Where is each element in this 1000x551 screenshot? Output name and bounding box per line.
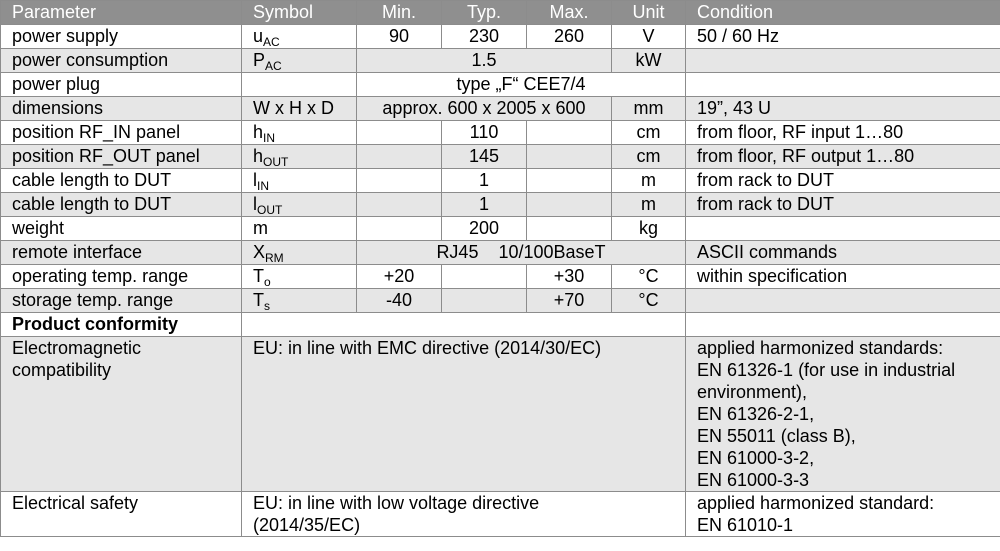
condition-line: EN 61000-3-2, (697, 448, 815, 468)
symbol-cell (242, 193, 357, 217)
table-row-power-consumption (1, 49, 1000, 73)
symbol-text: l (253, 194, 257, 214)
typ-cell: 1 (442, 169, 527, 193)
max-cell: +30 (527, 265, 612, 289)
symbol-cell (242, 145, 357, 169)
condition-line: applied harmonized standards: (697, 338, 944, 358)
condition-cell: 50 / 60 Hz (686, 25, 1000, 49)
symbol-cell (242, 265, 357, 289)
symbol-cell (242, 121, 357, 145)
symbol-subscript: IN (263, 131, 276, 145)
condition-cell: from rack to DUT (686, 169, 1000, 193)
symbol-cell (242, 49, 357, 73)
condition-line: EN 61000-3-3 (697, 470, 810, 490)
condition-line: applied harmonized standard: (697, 493, 935, 513)
value-cell (242, 313, 686, 337)
typ-cell: 110 (442, 121, 527, 145)
max-cell: +70 (527, 289, 612, 313)
min-cell (357, 217, 442, 241)
table-row-emc (1, 337, 1000, 492)
table-row-rf-in (1, 121, 1000, 145)
unit-cell: °C (612, 289, 686, 313)
param-cell (1, 337, 242, 492)
max-cell (527, 217, 612, 241)
table-row-electrical-safety (1, 492, 1000, 537)
condition-line: EN 61326-2-1, (697, 404, 815, 424)
typ-cell: 145 (442, 145, 527, 169)
unit-cell: cm (612, 145, 686, 169)
condition-cell: 19”, 43 U (686, 97, 1000, 121)
condition-line: EN 55011 (class B), (697, 426, 856, 446)
param-cell: position RF_IN panel (1, 121, 242, 145)
min-cell: 90 (357, 25, 442, 49)
symbol-subscript: OUT (263, 155, 289, 169)
unit-cell: m (612, 169, 686, 193)
header-row (1, 1, 1000, 25)
table-row-cable-out (1, 193, 1000, 217)
symbol-text: X (253, 242, 266, 262)
condition-cell: from floor, RF output 1…80 (686, 145, 1000, 169)
max-cell: 260 (527, 25, 612, 49)
header-max: Max. (527, 1, 612, 25)
table-row-rf-out (1, 145, 1000, 169)
max-cell (527, 193, 612, 217)
symbol-text: u (253, 26, 264, 46)
symbol-cell (242, 25, 357, 49)
min-cell: +20 (357, 265, 442, 289)
symbol-subscript: AC (265, 59, 282, 73)
condition-line: environment), (697, 382, 808, 402)
symbol-subscript: AC (263, 35, 280, 49)
condition-cell: from rack to DUT (686, 193, 1000, 217)
param-line: compatibility (12, 360, 112, 380)
value-cell: 1.5 (357, 49, 612, 73)
table-row-dimensions (1, 97, 1000, 121)
value-cell: approx. 600 x 2005 x 600 (357, 97, 612, 121)
table-row-storage-temp (1, 289, 1000, 313)
symbol-text: h (253, 146, 264, 166)
table-row-operating-temp (1, 265, 1000, 289)
max-cell (527, 169, 612, 193)
table-row-power-supply (1, 25, 1000, 49)
table-row-power-plug (1, 73, 1000, 97)
condition-cell (686, 217, 1000, 241)
condition-cell (686, 492, 1000, 537)
header-typ: Typ. (442, 1, 527, 25)
param-cell: dimensions (1, 97, 242, 121)
min-cell (357, 193, 442, 217)
condition-line: EN 61326-1 (for use in industrial (697, 360, 956, 380)
symbol-cell (242, 73, 357, 97)
min-cell (357, 169, 442, 193)
table-row-product-conformity (1, 313, 1000, 337)
symbol-cell (242, 289, 357, 313)
param-cell: power plug (1, 73, 242, 97)
typ-cell (442, 265, 527, 289)
condition-cell: from floor, RF input 1…80 (686, 121, 1000, 145)
typ-cell: 200 (442, 217, 527, 241)
min-cell (357, 145, 442, 169)
param-cell: remote interface (1, 241, 242, 265)
table-row-weight (1, 217, 1000, 241)
param-cell: storage temp. range (1, 289, 242, 313)
value-cell: EU: in line with EMC directive (2014/30/EC) (242, 337, 686, 492)
header-condition: Condition (686, 1, 1000, 25)
typ-cell: 230 (442, 25, 527, 49)
symbol-subscript: o (264, 275, 271, 289)
unit-cell: kg (612, 217, 686, 241)
symbol-subscript: OUT (257, 203, 283, 217)
unit-cell: cm (612, 121, 686, 145)
param-cell: weight (1, 217, 242, 241)
symbol-cell (242, 169, 357, 193)
symbol-cell (242, 241, 357, 265)
param-cell: operating temp. range (1, 265, 242, 289)
param-cell: power supply (1, 25, 242, 49)
condition-cell (686, 289, 1000, 313)
table-row-cable-in (1, 169, 1000, 193)
value-cell: type „F“ CEE7/4 (357, 73, 686, 97)
max-cell (527, 121, 612, 145)
symbol-subscript: s (264, 299, 270, 313)
condition-cell (686, 313, 1000, 337)
param-line: Electromagnetic (12, 338, 142, 358)
symbol-subscript: RM (265, 251, 284, 265)
value-cell (242, 492, 686, 537)
param-cell: cable length to DUT (1, 193, 242, 217)
header-min: Min. (357, 1, 442, 25)
symbol-subscript: IN (257, 179, 269, 193)
header-unit: Unit (612, 1, 686, 25)
unit-cell: m (612, 193, 686, 217)
symbol-text: T (253, 266, 264, 286)
value-cell: RJ45 10/100BaseT (357, 241, 686, 265)
header-parameter: Parameter (1, 1, 242, 25)
symbol-text: T (253, 290, 264, 310)
typ-cell (442, 289, 527, 313)
param-cell: cable length to DUT (1, 169, 242, 193)
condition-cell (686, 337, 1000, 492)
table-row-remote-interface (1, 241, 1000, 265)
min-cell: -40 (357, 289, 442, 313)
max-cell (527, 145, 612, 169)
typ-cell: 1 (442, 193, 527, 217)
symbol-cell: m (242, 217, 357, 241)
condition-cell: within specification (686, 265, 1000, 289)
unit-cell: mm (612, 97, 686, 121)
value-line: EU: in line with low voltage directive (253, 493, 540, 513)
condition-line: EN 61010-1 (697, 515, 794, 535)
condition-cell (686, 73, 1000, 97)
condition-cell: ASCII commands (686, 241, 1000, 265)
condition-cell (686, 49, 1000, 73)
value-line: (2014/35/EC) (253, 515, 361, 535)
section-heading: Product conformity (1, 313, 242, 337)
unit-cell: V (612, 25, 686, 49)
param-cell: position RF_OUT panel (1, 145, 242, 169)
min-cell (357, 121, 442, 145)
unit-cell: kW (612, 49, 686, 73)
symbol-text: P (253, 50, 266, 70)
unit-cell: °C (612, 265, 686, 289)
symbol-text: l (253, 170, 257, 190)
header-symbol: Symbol (242, 1, 357, 25)
param-cell: Electrical safety (1, 492, 242, 537)
symbol-text: h (253, 122, 264, 142)
param-cell: power consumption (1, 49, 242, 73)
symbol-cell: W x H x D (242, 97, 357, 121)
